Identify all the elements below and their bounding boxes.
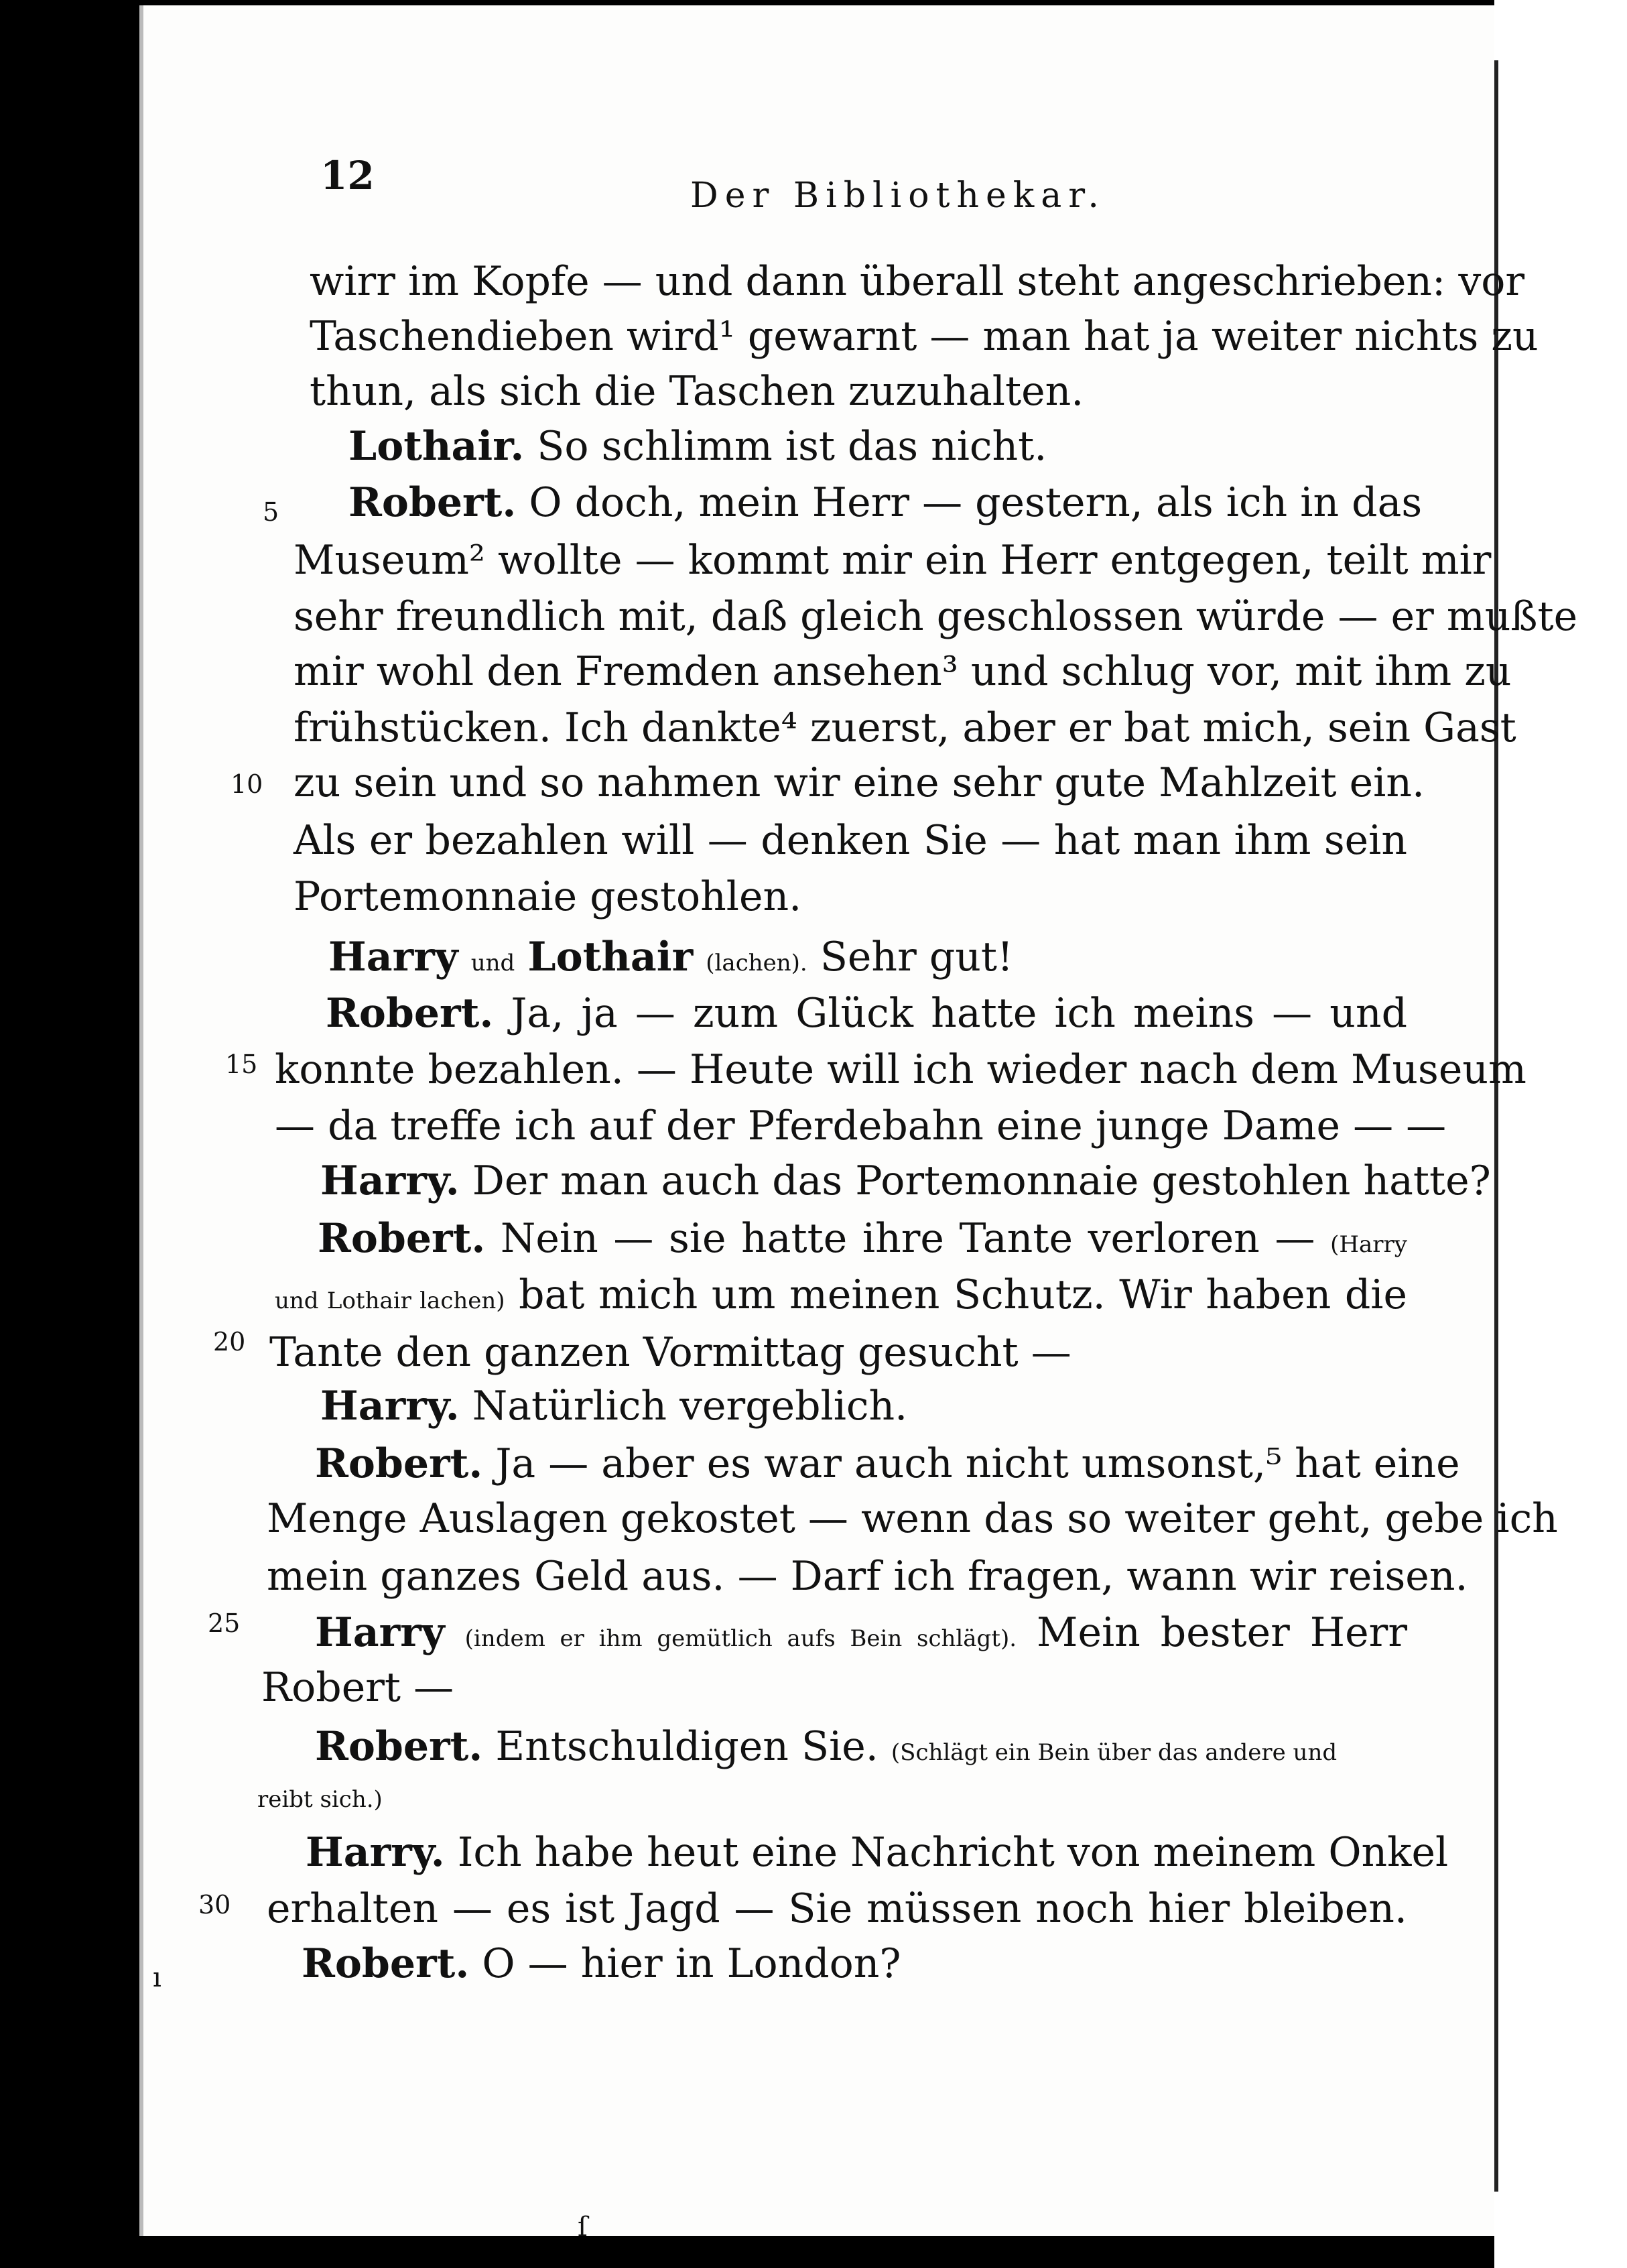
dialogue-text: Natürlich vergeblich.: [472, 1383, 908, 1430]
stage-direction: (Schlägt ein Bein über das andere und: [891, 1739, 1338, 1766]
dialogue-text: Taschendieben wird¹ gewarnt — man hat ja weiter nichts zu: [310, 313, 1539, 360]
line-number: 20: [213, 1327, 246, 1357]
text-line: [310, 255, 1525, 308]
text-line: [318, 1212, 1407, 1271]
dialogue-text: mir wohl den Fremden ansehen³ und schlug vor, mit ihm zu: [294, 648, 1512, 695]
stage-direction: und Lothair lachen): [275, 1287, 505, 1314]
stray-mark: ſ: [578, 2212, 588, 2243]
speaker-name: Robert.: [315, 1723, 483, 1770]
line-number: 25: [208, 1609, 241, 1638]
dialogue-text: O — hier in London?: [482, 1940, 901, 1987]
line-number: 5: [263, 497, 279, 527]
dialogue-text: Robert —: [261, 1664, 454, 1711]
dialogue-text: Ja, ja — zum Glück hatte ich meins — und: [511, 990, 1408, 1037]
text-line: [294, 533, 1492, 587]
stage-direction: (indem er ihm gemütlich aufs Bein schlägt).: [464, 1625, 1017, 1652]
dialogue-text: Portemonnaie gestohlen.: [294, 873, 802, 920]
stage-direction: (lachen).: [706, 950, 807, 976]
speaker-name: Robert.: [326, 990, 494, 1037]
dialogue-text: sehr freundlich mit, daß gleich geschlossen würde — er mußte: [294, 593, 1578, 640]
text-line: [320, 1154, 1491, 1208]
dialogue-text: erhalten — es ist Jagd — Sie müssen noch hier bleiben.: [267, 1885, 1407, 1932]
text-line: [328, 930, 1407, 990]
dialogue-text: — da treffe ich auf der Pferdebahn eine junge Dame — —: [275, 1102, 1447, 1149]
text-line: [310, 310, 1539, 363]
page-number: 12: [320, 153, 375, 198]
text-line: [320, 1379, 1407, 1433]
dialogue-text: Der man auch das Portemonnaie gestohlen hatte?: [472, 1157, 1491, 1204]
text-line: [267, 1882, 1407, 1936]
dialogue-text: konnte bezahlen. — Heute will ich wieder nach dem Museum: [275, 1046, 1526, 1093]
text-line: [326, 987, 1407, 1040]
speaker-name: Robert.: [315, 1440, 483, 1487]
speaker-name: Harry.: [320, 1157, 460, 1204]
line-number: 15: [225, 1050, 258, 1079]
dialogue-text: Ich habe heut eine Nachricht von meinem Onkel: [457, 1829, 1449, 1876]
stray-mark: ı: [153, 1962, 161, 1993]
dialogue-text: mein ganzes Geld aus. — Darf ich fragen, wann wir reisen.: [267, 1553, 1468, 1600]
dialogue-text: bat mich um meinen Schutz. Wir haben die: [519, 1271, 1407, 1318]
text-line: [267, 1492, 1558, 1546]
dialogue-text: O doch, mein Herr — gestern, als ich in das: [529, 479, 1423, 526]
text-line: [275, 1099, 1447, 1153]
dialogue-text: Als er bezahlen will — denken Sie — hat man ihm sein: [294, 817, 1407, 864]
text-line: [294, 814, 1407, 867]
line-number: 10: [231, 769, 263, 799]
text-line: [257, 1767, 1407, 1826]
text-line: [275, 1043, 1526, 1096]
text-line: [310, 365, 1407, 418]
speaker-name: Robert.: [348, 479, 517, 526]
speaker-name: Robert.: [318, 1215, 486, 1262]
dialogue-text: thun, als sich die Taschen zuzuhalten.: [310, 368, 1084, 415]
text-line: [294, 756, 1425, 810]
running-title: Der Bibliothekar.: [690, 176, 1106, 216]
dialogue-text: Museum² wollte — kommt mir ein Herr entgegen, teilt mir: [294, 537, 1492, 584]
connector-text: und: [470, 950, 515, 976]
text-line: [261, 1661, 1407, 1714]
text-line: [267, 1550, 1468, 1603]
dialogue-text: Mein bester Herr: [1037, 1609, 1408, 1656]
dialogue-text: So schlimm ist das nicht.: [537, 423, 1047, 470]
text-line: [294, 590, 1578, 643]
speaker-name: Lothair: [527, 934, 694, 981]
dialogue-text: Tante den ganzen Vormittag gesucht —: [269, 1329, 1071, 1376]
dialogue-text: frühstücken. Ich dankte⁴ zuerst, aber er bat mich, sein Gast: [294, 704, 1516, 751]
line-number: 30: [198, 1890, 231, 1919]
text-line: [294, 645, 1512, 698]
dialogue-text: Sehr gut!: [820, 934, 1014, 981]
dialogue-text: Nein — sie hatte ihre Tante verloren —: [500, 1215, 1315, 1262]
text-line: [275, 1268, 1407, 1328]
text-line: [348, 476, 1423, 529]
speaker-name: Lothair.: [348, 423, 525, 470]
text-line: [294, 870, 1407, 924]
text-line: [294, 701, 1516, 755]
dialogue-text: Entschuldigen Sie.: [495, 1723, 878, 1770]
dialogue-text: wirr im Kopfe — und dann überall steht angeschrieben: vor: [310, 258, 1525, 305]
text-line: [306, 1826, 1449, 1879]
text-line: [348, 420, 1407, 473]
speaker-name: Harry: [328, 934, 458, 981]
speaker-name: Harry.: [306, 1829, 445, 1876]
text-line: [315, 1606, 1407, 1665]
stage-direction: (Harry: [1330, 1231, 1407, 1258]
stage-direction: reibt sich.): [257, 1786, 383, 1813]
dialogue-text: zu sein und so nahmen wir eine sehr gute Mahlzeit ein.: [294, 759, 1425, 806]
text-line: [302, 1937, 1407, 1991]
dialogue-text: Menge Auslagen gekostet — wenn das so weiter geht, gebe ich: [267, 1495, 1558, 1542]
speaker-name: Harry: [315, 1609, 445, 1656]
speaker-name: Harry.: [320, 1383, 460, 1430]
speaker-name: Robert.: [302, 1940, 470, 1987]
dialogue-text: Ja — aber es war auch nicht umsonst,⁵ hat eine: [495, 1440, 1460, 1487]
text-line: [315, 1437, 1460, 1491]
text-line: [269, 1326, 1407, 1379]
